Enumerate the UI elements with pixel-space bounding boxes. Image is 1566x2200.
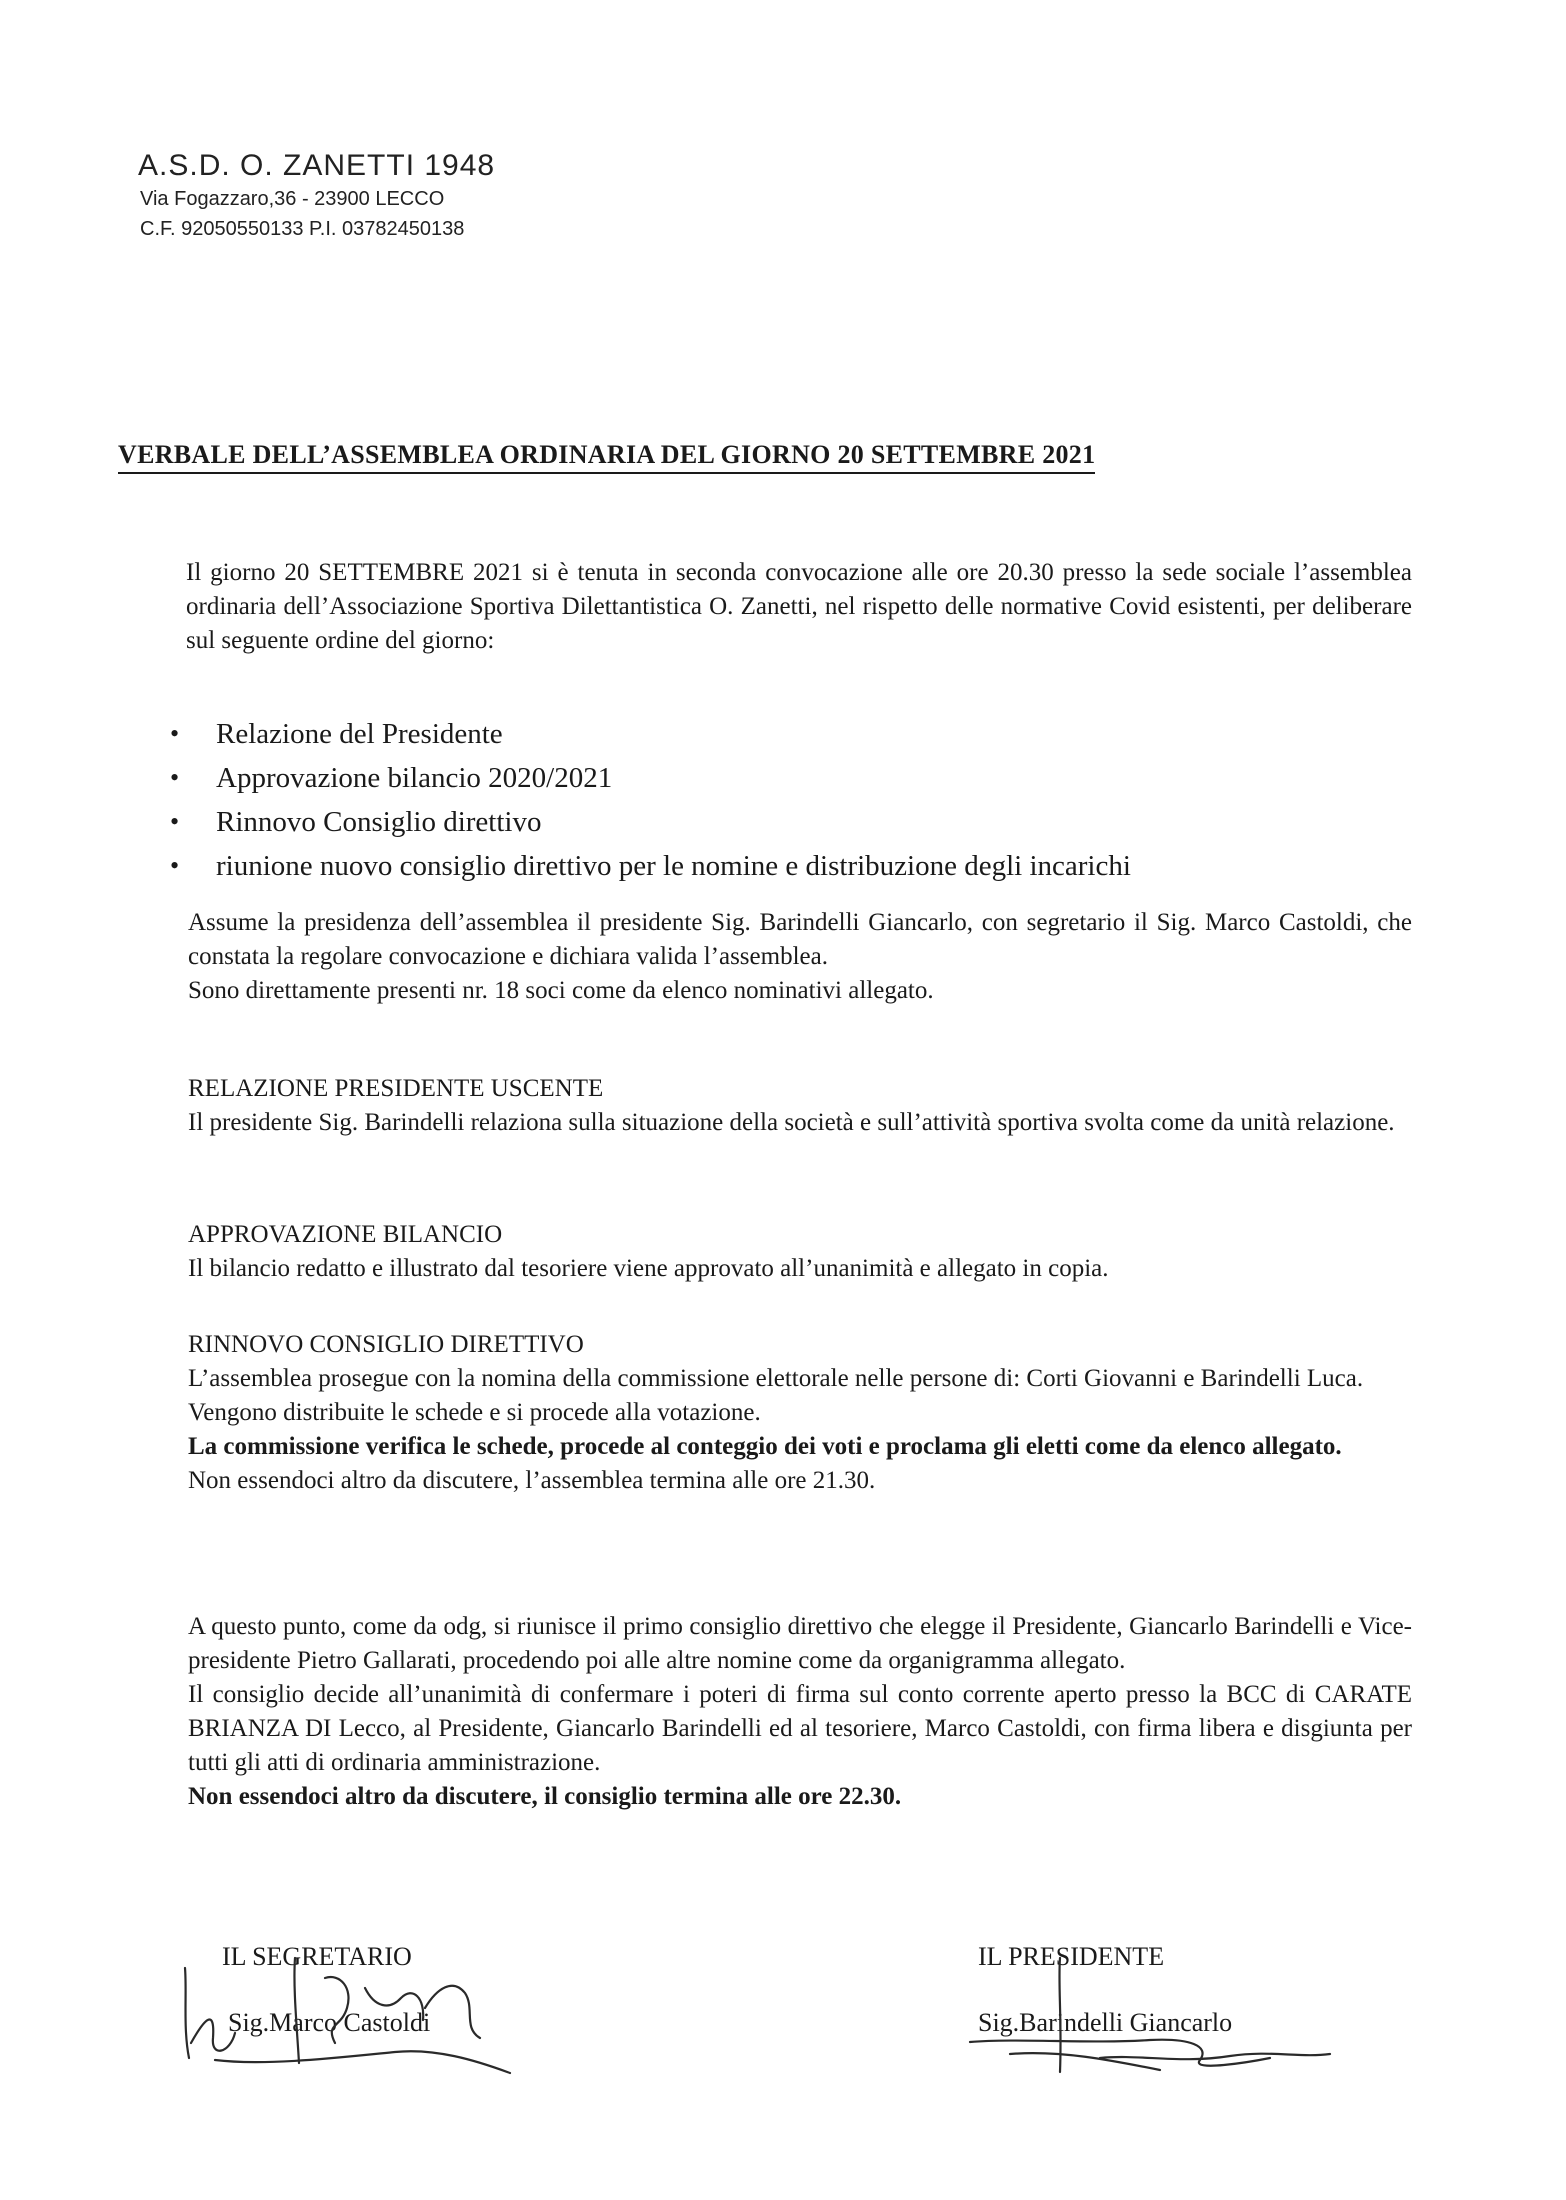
section-text: Il presidente Sig. Barindelli relaziona sulla situazione della società e sull’attività sportiva svolta come da unità relazione. <box>188 1109 1395 1136</box>
intro-text: Il giorno 20 SETTEMBRE 2021 si è tenuta in seconda convocazione alle ore 20.30 presso la sede sociale l’assemblea ordinaria dell’Associazione Sportiva Dilettantistica O. Zanetti, nel rispetto delle normative Covid esistenti, per deliberare sul seguente ordine del giorno: <box>186 559 1412 654</box>
opening-text: Assume la presidenza dell’assemblea il presidente Sig. Barindelli Giancarlo, con segretario il Sig. Marco Castoldi, che constata la regolare convocazione e dichiara valida l’assemblea. <box>188 909 1412 970</box>
president-handwritten-signature <box>950 1950 1350 2080</box>
section-text: Il bilancio redatto e illustrato dal tesoriere viene approvato all’unanimità e allegato in copia. <box>188 1255 1109 1282</box>
document-title: VERBALE DELL’ASSEMBLEA ORDINARIA DEL GIORNO 20 SETTEMBRE 2021 <box>118 440 1095 474</box>
agenda-item: • Relazione del Presidente <box>170 712 1131 756</box>
association-address: Via Fogazzaro,36 - 23900 LECCO <box>140 188 445 210</box>
agenda-item: • Rinnovo Consiglio direttivo <box>170 800 1131 844</box>
association-name: A.S.D. O. ZANETTI 1948 <box>138 149 496 182</box>
secretary-handwritten-signature <box>175 1948 535 2078</box>
agenda-list <box>170 712 1131 888</box>
secretary-title: IL SEGRETARIO <box>222 1942 412 1971</box>
section-consiglio <box>188 1610 1412 1814</box>
section-text: Vengono distribuite le schede e si procede alla votazione. <box>188 1399 761 1426</box>
intro-paragraph <box>186 556 1412 658</box>
section-rinnovo <box>188 1328 1412 1498</box>
agenda-item: • riunione nuovo consiglio direttivo per le nomine e distribuzione degli incarichi <box>170 844 1131 888</box>
section-text: L’assemblea prosegue con la nomina della commissione elettorale nelle persone di: Corti Giovanni e Barindelli Luca. <box>188 1365 1364 1392</box>
section-text: Il consiglio decide all’unanimità di confermare i poteri di firma sul conto corrente aperto presso la BCC di CARATE BRIANZA DI Lecco, al Presidente, Giancarlo Barindelli ed al tesoriere, Marco Castoldi, con firma libera e disgiunta per tutti gli atti di ordinaria amministrazione. <box>188 1681 1412 1776</box>
section-text: La commissione verifica le schede, procede al conteggio dei voti e proclama gli eletti come da elenco allegato. <box>188 1433 1342 1460</box>
section-heading: RELAZIONE PRESIDENTE USCENTE <box>188 1075 604 1102</box>
association-tax-ids: C.F. 92050550133 P.I. 03782450138 <box>140 218 465 240</box>
opening-block <box>188 906 1412 1008</box>
section-heading: APPROVAZIONE BILANCIO <box>188 1221 503 1248</box>
president-title: IL PRESIDENTE <box>978 1942 1165 1971</box>
attendance-text: Sono direttamente presenti nr. 18 soci come da elenco nominativi allegato. <box>188 977 934 1004</box>
section-text: A questo punto, come da odg, si riunisce il primo consiglio direttivo che elegge il Presidente, Giancarlo Barindelli e Vice-presidente Pietro Gallarati, procedendo poi alle altre nomine come da organigramma allegato. <box>188 1613 1412 1674</box>
president-name: Sig.Barindelli Giancarlo <box>978 2008 1233 2037</box>
section-text: Non essendoci altro da discutere, l’assemblea termina alle ore 21.30. <box>188 1467 876 1494</box>
section-relazione <box>188 1072 1412 1140</box>
section-heading: RINNOVO CONSIGLIO DIRETTIVO <box>188 1331 584 1358</box>
agenda-item: • Approvazione bilancio 2020/2021 <box>170 756 1131 800</box>
section-bilancio <box>188 1218 1412 1286</box>
secretary-name: Sig.Marco Castoldi <box>228 2008 431 2037</box>
section-text: Non essendoci altro da discutere, il consiglio termina alle ore 22.30. <box>188 1783 902 1810</box>
letterhead <box>138 148 495 244</box>
